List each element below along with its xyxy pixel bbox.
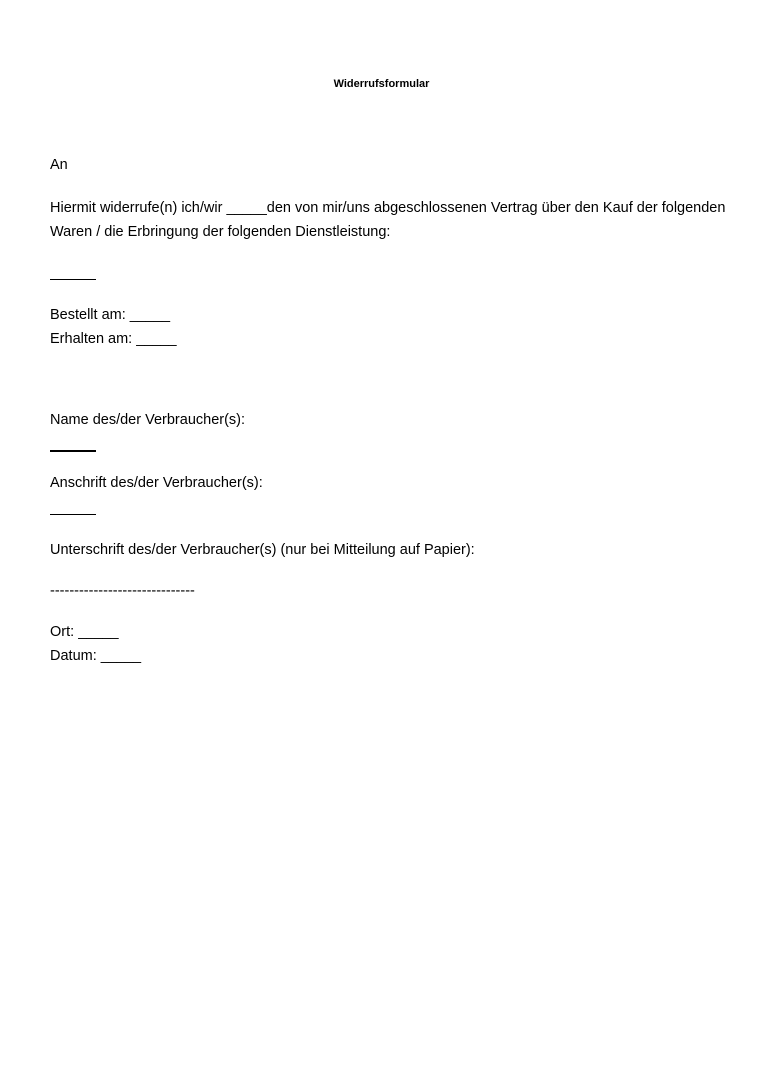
recipient-label: An [50, 157, 68, 173]
received-on-line: Erhalten am: _____ [50, 331, 177, 347]
consumer-address-label: Anschrift des/der Verbraucher(s): [50, 475, 263, 491]
consumer-name-label: Name des/der Verbraucher(s): [50, 412, 246, 428]
consumer-name-blank-line [50, 450, 96, 452]
signature-line: ------------------------------ [50, 583, 195, 599]
signature-label: Unterschrift des/der Verbraucher(s) (nur bei Mitteilung auf Papier): [50, 542, 475, 558]
ordered-on-line: Bestellt am: _____ [50, 307, 171, 323]
date-line: Datum: _____ [50, 648, 142, 664]
place-line: Ort: _____ [50, 624, 119, 640]
goods-blank-line [50, 279, 96, 280]
withdrawal-statement: Hiermit widerrufe(n) ich/wir _____den von mir/uns abgeschlossenen Vertrag über den Kauf der folgenden Waren / die Erbringung der folgenden Dienstleistung: [50, 200, 726, 240]
consumer-address-blank-line [50, 514, 96, 515]
document-title: Widerrufsformular [333, 78, 430, 90]
